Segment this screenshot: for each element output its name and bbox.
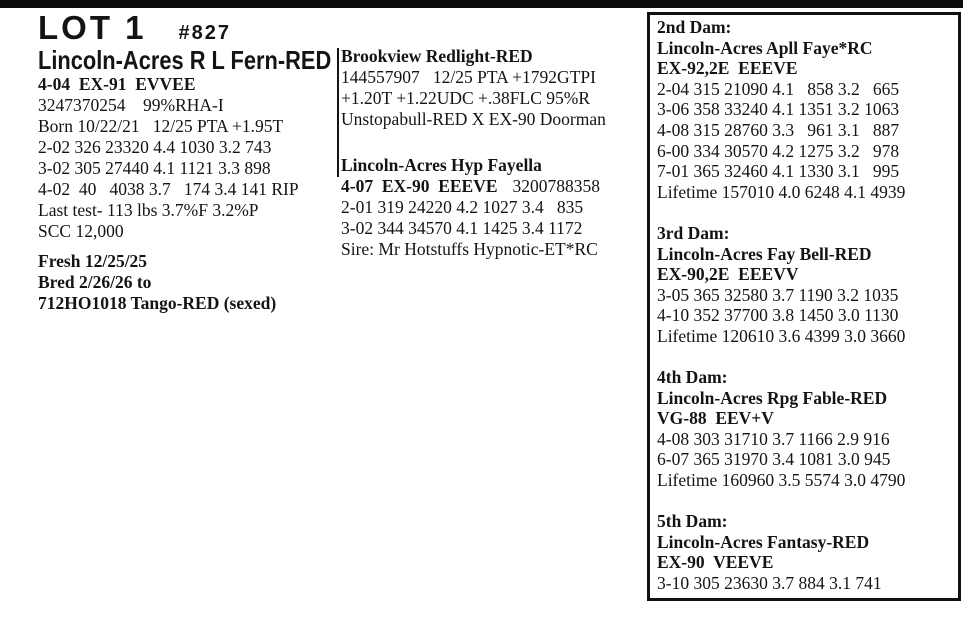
dam-block xyxy=(341,155,646,260)
dam-section-record: Lifetime 157010 4.0 6248 4.1 4939 xyxy=(657,181,906,202)
dam-section-record: 2-04 315 21090 4.1 858 3.2 665 xyxy=(657,78,900,99)
dam-section-name: Lincoln-Acres Fay Bell-RED xyxy=(657,243,872,264)
record-line: Last test- 113 lbs 3.7%F 3.2%P xyxy=(38,200,259,220)
sire-block xyxy=(341,46,646,130)
dam-reg-number: 3200788358 xyxy=(512,176,601,196)
record-line: Sire: Mr Hotstuffs Hypnotic-ET*RC xyxy=(341,239,598,259)
dam-section-name: Lincoln-Acres Rpg Fable-RED xyxy=(657,387,888,408)
sire-record-lines xyxy=(341,67,646,130)
dam-score: 4-07 EX-90 EEEVE xyxy=(341,176,498,196)
dam-record-lines xyxy=(341,197,646,260)
dam-section-title: 3rd Dam: xyxy=(657,222,730,243)
record-line: Unstopabull-RED X EX-90 Doorman xyxy=(341,109,606,129)
dam-section-title: 4th Dam: xyxy=(657,367,728,388)
dam-section-record: 6-00 334 30570 4.2 1275 3.2 978 xyxy=(657,140,900,161)
dam-section-record: 7-01 365 32460 4.1 1330 3.1 995 xyxy=(657,161,900,182)
extended-pedigree-box xyxy=(647,12,961,601)
dam-section-title: 5th Dam: xyxy=(657,511,728,532)
dam-section-record: Lifetime 120610 3.6 4399 3.0 3660 xyxy=(657,325,906,346)
top-rule xyxy=(0,0,963,8)
record-line: Bred 2/26/26 to xyxy=(38,272,152,292)
dam-section-record: 3-06 358 33240 4.1 1351 3.2 1063 xyxy=(657,99,900,120)
dam-section-record: 6-07 365 31970 3.4 1081 3.0 945 xyxy=(657,449,891,470)
dam-section-name: Lincoln-Acres Fantasy-RED xyxy=(657,531,870,552)
dam-section-score: EX-92,2E EEEVE xyxy=(657,58,798,79)
dam-section-record: 3-10 305 23630 3.7 884 3.1 741 xyxy=(657,573,882,594)
record-line: 2-01 319 24220 4.2 1027 3.4 835 xyxy=(341,197,584,217)
pedigree-column xyxy=(341,46,646,260)
dam-score-line xyxy=(341,176,646,197)
dam-section-title: 2nd Dam: xyxy=(657,17,732,37)
record-line: +1.20T +1.22UDC +.38FLC 95%R xyxy=(341,88,591,108)
record-line: 144557907 12/25 PTA +1792GTPI xyxy=(341,67,596,87)
dam-section-score: VG-88 EEV+V xyxy=(657,408,774,429)
dam-section xyxy=(657,367,951,491)
dam-section-record: 4-08 303 31710 3.7 1166 2.9 916 xyxy=(657,428,890,449)
record-line: 2-02 326 23320 4.4 1030 3.2 743 xyxy=(38,137,272,157)
animal-name: Lincoln-Acres R L Fern-RED xyxy=(38,45,332,75)
dam-name: Lincoln-Acres Hyp Fayella xyxy=(341,155,542,175)
record-line: 712HO1018 Tango-RED (sexed) xyxy=(38,293,277,313)
record-line: 3-02 305 27440 4.1 1121 3.3 898 xyxy=(38,158,271,178)
dam-section-score: EX-90,2E EEEVV xyxy=(657,264,799,285)
dam-section-record: 3-05 365 32580 3.7 1190 3.2 1035 xyxy=(657,284,899,305)
dam-section-name: Lincoln-Acres Apll Faye*RC xyxy=(657,37,873,58)
record-line: 3247370254 99%RHA-I xyxy=(38,95,224,115)
lot-number: #827 xyxy=(178,22,232,44)
animal-record-lines xyxy=(38,74,343,314)
animal-summary xyxy=(38,11,343,314)
record-line: Fresh 12/25/25 xyxy=(38,251,148,271)
lot-header xyxy=(38,11,343,45)
record-line: SCC 12,000 xyxy=(38,221,124,241)
dam-section xyxy=(657,223,951,347)
record-line: Born 10/22/21 12/25 PTA +1.95T xyxy=(38,116,284,136)
dam-section xyxy=(657,511,951,593)
lot-label: LOT 1 xyxy=(38,9,147,46)
dam-section-score: EX-90 VEEVE xyxy=(657,552,774,573)
record-line: 4-04 EX-91 EVVEE xyxy=(38,74,196,94)
sire-name: Brookview Redlight-RED xyxy=(341,46,533,66)
record-line: 4-02 40 4038 3.7 174 3.4 141 RIP xyxy=(38,179,299,199)
dam-section xyxy=(657,17,951,202)
dam-section-record: 4-08 315 28760 3.3 961 3.1 887 xyxy=(657,119,900,140)
record-line: 3-02 344 34570 4.1 1425 3.4 1172 xyxy=(341,218,583,238)
dam-section-record: Lifetime 160960 3.5 5574 3.0 4790 xyxy=(657,470,906,491)
dam-section-record: 4-10 352 37700 3.8 1450 3.0 1130 xyxy=(657,305,899,326)
pedigree-connector-line xyxy=(337,48,339,177)
